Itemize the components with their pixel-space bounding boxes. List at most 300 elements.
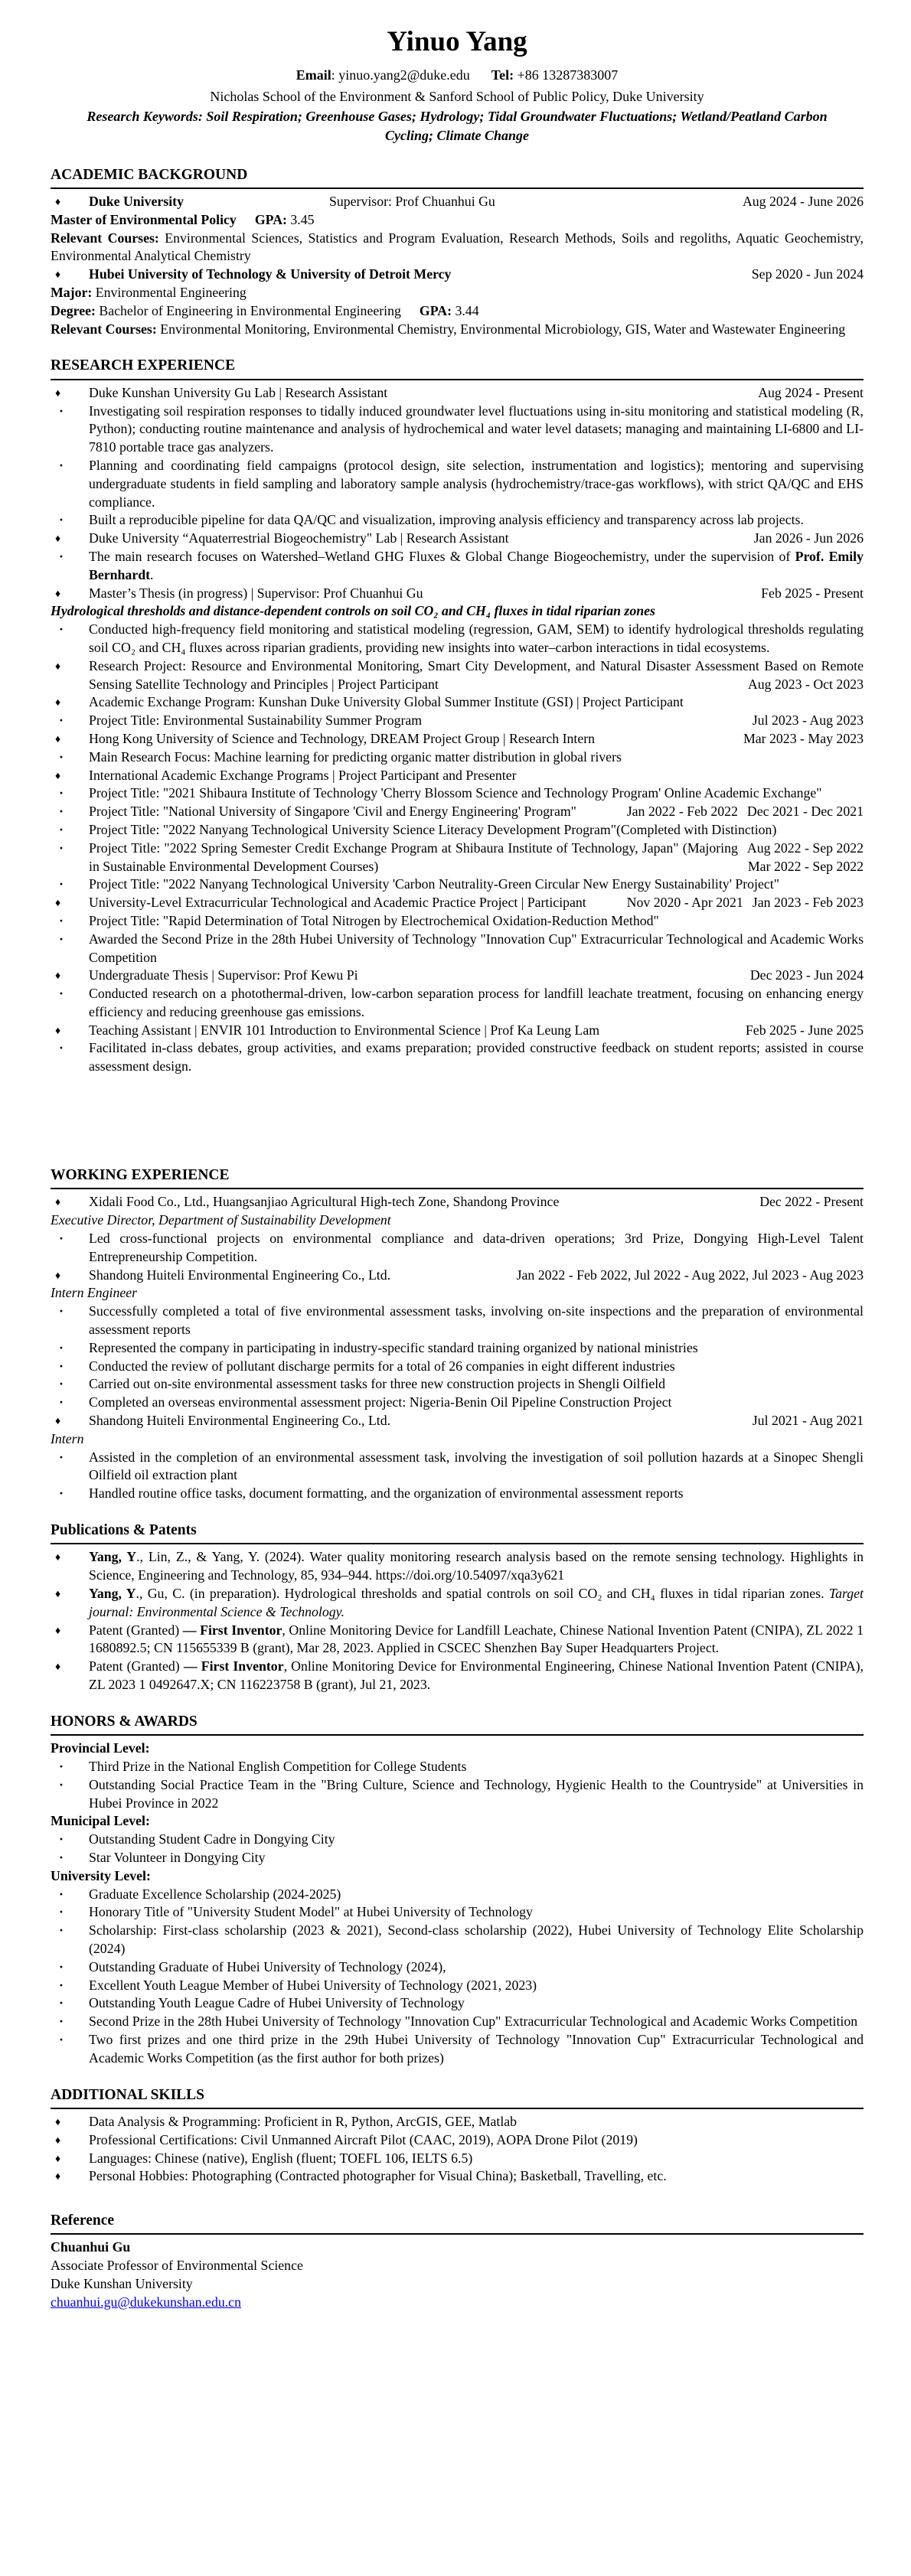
section-title-academic-background: ACADEMIC BACKGROUND bbox=[51, 166, 248, 183]
text-run: Honorary Title of "University Student Model" at Hubei University of Technology bbox=[89, 1904, 533, 1920]
diamond-bullet-icon: ♦ bbox=[55, 1625, 61, 1637]
dot-bullet-icon: · bbox=[59, 1376, 64, 1392]
text-run: Facilitated in-class debates, group activities, and exams preparation; provided constructive feedback on student reports; assisted in course assessment design. bbox=[89, 1040, 864, 1074]
resume-line bbox=[51, 2257, 864, 2275]
date-range: Dec 2021 - Dec 2021 bbox=[746, 804, 864, 820]
text-run: 3.45 bbox=[286, 211, 315, 227]
text-run: Led cross-functional projects on environmental compliance and data-driven operations; 3rd Prize, Dongying High-Level Talent Entrepreneurship Competition. bbox=[89, 1231, 864, 1264]
line-text bbox=[89, 548, 864, 585]
diamond-bullet-icon: ♦ bbox=[55, 269, 61, 282]
text-run: Successfully completed a total of five environmental assessment tasks, involving on-site inspections and the preparation of environmental assessment reports bbox=[89, 1303, 864, 1338]
date-range: Dec 2023 - Jun 2024 bbox=[749, 967, 864, 983]
text-run: Duke Kunshan University bbox=[51, 2276, 193, 2292]
line-text bbox=[51, 1812, 864, 1831]
resume-line bbox=[51, 1358, 864, 1376]
resume-line bbox=[51, 840, 864, 876]
text-run: Environmental Monitoring, Environmental Chemistry, Environmental Microbiology, GIS, Water and Wastewater Engineering bbox=[156, 321, 846, 337]
text-run: Data Analysis & Programming: Proficient in R, Python, ArcGIS, GEE, Matlab bbox=[89, 2113, 518, 2129]
text-run: Executive Director, Department of Sustainability Development bbox=[51, 1212, 391, 1228]
resume-line bbox=[51, 821, 864, 856]
line-text bbox=[51, 284, 864, 302]
text-run: Associate Professor of Environmental Science bbox=[51, 2258, 303, 2274]
line-text bbox=[89, 1977, 864, 1995]
line-text bbox=[89, 1267, 864, 1285]
resume-line bbox=[51, 530, 864, 548]
line-text bbox=[89, 1831, 864, 1849]
text-run: Project Title: "2022 Spring Semester Credit Exchange Program at Shibaura Institute of Technology, Japan" (Majoring in Sustainable Environmental Development Courses) bbox=[89, 840, 738, 874]
line-text bbox=[51, 302, 864, 321]
dot-bullet-icon: · bbox=[59, 1886, 64, 1902]
line-text bbox=[89, 1022, 864, 1040]
line-text bbox=[51, 2239, 864, 2257]
date-range: Jan 2022 - Feb 2022 bbox=[626, 804, 738, 820]
text-run: — First Inventor bbox=[183, 1658, 284, 1674]
line-text bbox=[51, 230, 864, 266]
resume-line bbox=[51, 266, 864, 284]
resume-line bbox=[51, 1412, 864, 1430]
text-run: University Level: bbox=[51, 1867, 151, 1883]
text-run: Target journal: Environmental Science & Technology. bbox=[89, 1586, 864, 1619]
text-run: Handled routine office tasks, document formatting, and the organization of environmental assessment reports bbox=[89, 1485, 684, 1502]
section-divider bbox=[51, 187, 864, 189]
date-range: Jan 2023 - Feb 2023 bbox=[752, 895, 864, 911]
line-text bbox=[89, 1886, 864, 1904]
resume-line bbox=[51, 2150, 864, 2168]
resume-line bbox=[51, 730, 864, 748]
section-title-working-experience: WORKING EXPERIENCE bbox=[51, 1167, 230, 1184]
diamond-bullet-icon: ♦ bbox=[55, 770, 61, 782]
dot-bullet-icon: · bbox=[59, 1831, 64, 1847]
text-run: Master’s Thesis (in progress) | Supervisor: Prof Chuanhui Gu bbox=[89, 585, 423, 601]
line-text bbox=[89, 657, 864, 694]
resume-line bbox=[51, 985, 864, 1022]
resume-line bbox=[51, 1903, 864, 1922]
text-run: Patent (Granted) bbox=[89, 1622, 183, 1638]
resume-line bbox=[51, 1193, 864, 1211]
section-reference bbox=[51, 2212, 864, 2312]
text-run: Patent (Granted) bbox=[89, 1658, 184, 1674]
text-run: Star Volunteer in Dongying City bbox=[89, 1849, 266, 1865]
line-text bbox=[89, 1449, 864, 1485]
resume-line bbox=[51, 1922, 864, 1958]
dot-bullet-icon: · bbox=[59, 748, 64, 765]
text-run: Third Prize in the National English Competition for College Students bbox=[89, 1758, 467, 1774]
resume-line bbox=[51, 1430, 864, 1449]
line-text bbox=[89, 1375, 864, 1394]
section-divider bbox=[51, 1734, 864, 1736]
resume-line bbox=[51, 967, 864, 985]
text-run: Professional Certifications: Civil Unmanned Aircraft Pilot (CAAC, 2019), AOPA Drone Pilot (2019) bbox=[89, 2131, 638, 2147]
line-text bbox=[89, 767, 864, 785]
line-text bbox=[89, 2113, 864, 2131]
text-run: The main research focuses on Watershed–Wetland GHG Fluxes & Global Change Biogeochemistry, under the supervision of bbox=[89, 548, 795, 564]
section-title-publications-patents: Publications & Patents bbox=[51, 1522, 197, 1539]
line-text bbox=[89, 1230, 864, 1267]
text-run: Municipal Level: bbox=[51, 1813, 150, 1829]
text-run: Xidali Food Co., Ltd., Huangsanjiao Agricultural High-tech Zone, Shandong Province bbox=[89, 1194, 560, 1210]
text-run: Second Prize in the 28th Hubei University of Technology "Innovation Cup" Extracurricular Technological and Academic Works Competition bbox=[89, 2014, 858, 2030]
line-text bbox=[89, 1622, 864, 1658]
resume-line bbox=[51, 2239, 864, 2257]
line-text bbox=[89, 967, 864, 985]
text-run: Intern bbox=[51, 1430, 84, 1446]
text-run: Master of Environmental Policy bbox=[51, 211, 237, 227]
section-research-experience bbox=[51, 357, 864, 1076]
line-text bbox=[89, 585, 864, 603]
resume-line bbox=[51, 894, 864, 912]
resume-line bbox=[51, 1831, 864, 1849]
line-text bbox=[51, 211, 864, 230]
dot-bullet-icon: · bbox=[59, 1040, 64, 1056]
resume-line bbox=[51, 211, 864, 230]
dot-bullet-icon: · bbox=[59, 840, 64, 856]
text-run: University-Level Extracurricular Technological and Academic Practice Project | Participant bbox=[89, 895, 586, 911]
dot-bullet-icon: · bbox=[59, 1977, 64, 1993]
diamond-bullet-icon: ♦ bbox=[55, 387, 61, 399]
resume-line bbox=[51, 1230, 864, 1267]
dot-bullet-icon: · bbox=[59, 1995, 64, 2011]
resume-line bbox=[51, 1758, 864, 1776]
date-range: Jan 2026 - Jun 2026 bbox=[753, 530, 864, 546]
line-text bbox=[89, 821, 864, 856]
section-honors-awards bbox=[51, 1713, 864, 2068]
reference-email-link[interactable]: chuanhui.gu@dukekunshan.edu.cn bbox=[51, 2294, 241, 2310]
line-text bbox=[89, 2167, 864, 2186]
candidate-name: Yinuo Yang bbox=[387, 26, 527, 57]
line-text bbox=[89, 1339, 864, 1358]
dot-bullet-icon: · bbox=[59, 1449, 64, 1465]
line-text bbox=[89, 2031, 864, 2068]
resume-line bbox=[51, 585, 864, 603]
line-text bbox=[89, 530, 864, 548]
resume-line bbox=[51, 548, 864, 585]
diamond-bullet-icon: ♦ bbox=[55, 2134, 61, 2147]
text-run: Main Research Focus: Machine learning for predicting organic matter distribution in global rivers bbox=[89, 748, 622, 765]
affiliation-line: Nicholas School of the Environment & Sanford School of Public Policy, Duke University bbox=[210, 88, 704, 104]
diamond-bullet-icon: ♦ bbox=[55, 1416, 61, 1428]
line-text bbox=[89, 1303, 864, 1339]
resume-line bbox=[51, 1776, 864, 1813]
text-run: Hubei University of Technology & University of Detroit Mercy bbox=[89, 266, 452, 282]
text-run: ., Gu, C. (in preparation). Hydrological thresholds and spatial controls on soil CO₂ and CH₄ fluxes in tidal riparian zones. bbox=[136, 1586, 829, 1601]
resume-line bbox=[51, 1849, 864, 1867]
date-range: Jan 2022 - Feb 2022, Jul 2022 - Aug 2022, Jul 2023 - Aug 2023 bbox=[516, 1267, 864, 1283]
date-range: Mar 2023 - May 2023 bbox=[743, 730, 864, 746]
line-text bbox=[89, 840, 864, 876]
text-run: +86 13287383007 bbox=[514, 67, 619, 83]
text-run: Undergraduate Thesis | Supervisor: Prof Kewu Pi bbox=[89, 967, 358, 983]
text-run: Project Title: Environmental Sustainability Summer Program bbox=[89, 712, 423, 729]
line-text bbox=[89, 2150, 864, 2168]
text-run: GPA: bbox=[254, 211, 287, 227]
text-run: Project Title: "National University of Singapore 'Civil and Energy Engineering' Program" bbox=[89, 804, 576, 820]
resume-line bbox=[51, 2113, 864, 2131]
line-text bbox=[89, 1358, 864, 1376]
line-text bbox=[89, 985, 864, 1022]
dot-bullet-icon: · bbox=[59, 821, 64, 837]
line-text bbox=[89, 1776, 864, 1813]
diamond-bullet-icon: ♦ bbox=[55, 2153, 61, 2165]
text-run: Completed an overseas environmental assessment project: Nigeria-Benin Oil Pipeline Construction Project bbox=[89, 1394, 672, 1410]
text-run: Project Title: "Rapid Determination of Total Nitrogen by Electrochemical Oxidation-Reduction Method" bbox=[89, 912, 659, 928]
line-text bbox=[89, 730, 864, 748]
diamond-bullet-icon: ♦ bbox=[55, 2116, 61, 2128]
resume-line bbox=[51, 511, 864, 530]
resume-line bbox=[51, 302, 864, 321]
resume-line bbox=[51, 1977, 864, 1995]
line-text bbox=[89, 1658, 864, 1694]
line-text bbox=[89, 894, 864, 912]
section-divider bbox=[51, 1188, 864, 1189]
resume-line bbox=[51, 321, 864, 339]
diamond-bullet-icon: ♦ bbox=[55, 588, 61, 600]
dot-bullet-icon: · bbox=[59, 712, 64, 729]
line-text bbox=[51, 2275, 864, 2294]
resume-line bbox=[51, 457, 864, 511]
section-additional-skills bbox=[51, 2086, 864, 2186]
text-run: Built a reproducible pipeline for data QA/QC and visualization, improving analysis efficiency and transparency across lab projects. bbox=[89, 512, 804, 528]
line-text bbox=[89, 748, 864, 767]
dot-bullet-icon: · bbox=[59, 1758, 64, 1774]
dot-bullet-icon: · bbox=[59, 1303, 64, 1319]
text-run: Email bbox=[296, 67, 331, 83]
resume-line bbox=[51, 1585, 864, 1622]
text-run: Major: bbox=[51, 285, 93, 301]
section-divider bbox=[51, 2108, 864, 2109]
text-run: Environmental Sciences, Statistics and Program Evaluation, Research Methods, Soils and regoliths, Aquatic Geochemistry, Environmental Analytical Chemistry bbox=[51, 230, 864, 264]
resume-line bbox=[51, 712, 864, 730]
section-academic-background bbox=[51, 166, 864, 339]
text-run: Research Project: Resource and Environmental Monitoring, Smart City Development, and Natural Disaster Assessment Based on Remote Sensing Satellite Technology and Principles | Project Participant bbox=[89, 657, 864, 692]
line-text bbox=[51, 2294, 864, 2312]
line-text bbox=[89, 1849, 864, 1867]
resume-line bbox=[51, 602, 864, 621]
section-divider bbox=[51, 379, 864, 380]
dot-bullet-icon: · bbox=[59, 1849, 64, 1865]
text-run: , Online Monitoring Device for Environmental Engineering, Chinese National Invention Patent (CNIPA), ZL 2023 1 0492647.X; CN 116223758 B (grant), Jul 21, 2023. bbox=[89, 1658, 864, 1692]
resume-line bbox=[51, 1548, 864, 1585]
line-text bbox=[89, 1958, 864, 1977]
resume-line bbox=[51, 1284, 864, 1303]
text-run: Provincial Level: bbox=[51, 1740, 150, 1756]
text-run: GPA: bbox=[419, 302, 452, 318]
date-range: Aug 2024 - Present bbox=[758, 384, 864, 400]
text-run: Scholarship: First-class scholarship (2023 & 2021), Second-class scholarship (2022), Hubei University of Technology Elite Scholarship (2024) bbox=[89, 1922, 864, 1956]
resume-line bbox=[51, 2275, 864, 2294]
line-text bbox=[89, 1039, 864, 1076]
resume-line bbox=[51, 1039, 864, 1076]
text-run: Conducted the review of pollutant discharge permits for a total of 26 companies in eight different industries bbox=[89, 1358, 675, 1374]
dot-bullet-icon: · bbox=[59, 876, 64, 892]
text-run: Academic Exchange Program: Kunshan Duke University Global Summer Institute (GSI) | Project Participant bbox=[89, 694, 684, 710]
resume-line bbox=[51, 193, 864, 211]
dot-bullet-icon: · bbox=[59, 1958, 64, 1974]
text-run: Prof. Emily Bernhardt bbox=[89, 548, 864, 582]
section-title-research-experience: RESEARCH EXPERIENCE bbox=[51, 357, 236, 374]
text-run: Tel: bbox=[491, 67, 514, 83]
text-run: Intern Engineer bbox=[51, 1285, 138, 1301]
date-range: Feb 2025 - June 2025 bbox=[745, 1022, 864, 1038]
dot-bullet-icon: · bbox=[59, 912, 64, 928]
diamond-bullet-icon: ♦ bbox=[55, 1270, 61, 1282]
text-run: ., Lin, Z., & Yang, Y. (2024). Water quality monitoring research analysis based on the remote sensing technology. Highlights in Science, Engineering and Technology, 85, 934–944. https://doi.org/10.54097/xqa3y621 bbox=[89, 1549, 864, 1583]
date-range: Aug 2022 - Sep 2022 bbox=[746, 840, 864, 856]
line-text bbox=[51, 1211, 864, 1230]
dot-bullet-icon: · bbox=[59, 2031, 64, 2047]
resume-line bbox=[51, 1485, 864, 1503]
contact-line bbox=[51, 67, 864, 83]
line-text bbox=[89, 1412, 864, 1430]
diamond-bullet-icon: ♦ bbox=[55, 1661, 61, 1674]
line-text bbox=[51, 321, 864, 339]
text-run: Conducted high-frequency field monitoring and statistical modeling (regression, GAM, SEM) to identify hydrological thresholds regulating soil CO₂ and CH₄ fluxes across riparian gradients, providing new insights into water–carbon interactions in tidal ecosystems. bbox=[89, 621, 864, 655]
text-run: Investigating soil respiration responses to tidally induced groundwater level fluctuations using in-situ monitoring and statistical modeling (R, Python); conducting routine maintenance and analysis of hydrochemical and water level datasets; managing and maintaining LI-6800 and LI-7810 portable trace gas analyzers. bbox=[89, 403, 864, 455]
text-run: Excellent Youth League Member of Hubei University of Technology (2021, 2023) bbox=[89, 1977, 537, 1993]
resume-line bbox=[51, 1886, 864, 1904]
resume-line bbox=[51, 657, 864, 694]
section-title-reference: Reference bbox=[51, 2212, 114, 2229]
resume-line bbox=[51, 384, 864, 403]
text-run: Duke University “Aquaterrestrial Biogeochemistry" Lab | Research Assistant bbox=[89, 530, 509, 546]
section-divider bbox=[51, 1543, 864, 1544]
text-run: Outstanding Student Cadre in Dongying City bbox=[89, 1831, 335, 1847]
line-text bbox=[89, 457, 864, 511]
date-range: Mar 2022 - Sep 2022 bbox=[747, 858, 864, 874]
section-title-honors-awards: HONORS & AWARDS bbox=[51, 1713, 198, 1730]
text-run: Teaching Assistant | ENVIR 101 Introduction to Environmental Science | Prof Ka Leung Lam bbox=[89, 1022, 600, 1038]
dot-bullet-icon: · bbox=[59, 2014, 64, 2030]
line-text bbox=[89, 912, 864, 931]
line-text bbox=[89, 511, 864, 530]
text-run: Outstanding Youth League Cadre of Hubei University of Technology bbox=[89, 1995, 465, 2011]
resume-line bbox=[51, 1994, 864, 2013]
line-text bbox=[89, 2013, 864, 2031]
line-text bbox=[89, 1922, 864, 1958]
text-run: Relevant Courses: bbox=[51, 230, 159, 246]
diamond-bullet-icon: ♦ bbox=[55, 970, 61, 983]
text-run: , Online Monitoring Device for Landfill Leachate, Chinese National Invention Patent (CNIPA), ZL 2022 1 1680892.5; CN 115655339 B (grant), Mar 28, 2023. Applied in CSCEC Shenzhen Bay Super Headquarters Project. bbox=[89, 1622, 864, 1656]
line-text bbox=[89, 1548, 864, 1585]
diamond-bullet-icon: ♦ bbox=[55, 533, 61, 546]
text-run: . bbox=[150, 566, 154, 582]
line-text bbox=[89, 621, 864, 657]
text-run: Assisted in the completion of an environmental assessment task, involving the investigation of soil pollution hazards at a Sinopec Shengli Oilfield oil extraction plant bbox=[89, 1449, 864, 1483]
text-run: Duke University bbox=[89, 194, 184, 210]
dot-bullet-icon: · bbox=[59, 1485, 64, 1502]
dot-bullet-icon: · bbox=[59, 804, 64, 820]
resume-line bbox=[51, 1022, 864, 1040]
resume-line bbox=[51, 621, 864, 657]
resume-line bbox=[51, 912, 864, 931]
dot-bullet-icon: · bbox=[59, 1339, 64, 1355]
dot-bullet-icon: · bbox=[59, 785, 64, 801]
resume-line bbox=[51, 1958, 864, 1977]
line-text bbox=[89, 803, 864, 821]
resume-line bbox=[51, 1622, 864, 1658]
text-run: Represented the company in participating in industry-specific standard training organized by national ministries bbox=[89, 1339, 698, 1355]
text-run: Yang, Y bbox=[89, 1549, 137, 1565]
section-divider bbox=[51, 2233, 864, 2235]
line-text bbox=[89, 384, 864, 403]
resume-line bbox=[51, 1812, 864, 1831]
text-run: Awarded the Second Prize in the 28th Hubei University of Technology "Innovation Cup" Extracurricular Technological and Academic Works Competition bbox=[89, 931, 864, 965]
line-text bbox=[89, 931, 864, 967]
text-run: Project Title: "2022 Nanyang Technological University Science Literacy Development Program"(Completed with Distinction) bbox=[89, 821, 777, 837]
text-run: International Academic Exchange Programs | Project Participant and Presenter bbox=[89, 767, 517, 783]
sections-container bbox=[51, 166, 864, 2312]
dot-bullet-icon: · bbox=[59, 1231, 64, 1247]
resume-line bbox=[51, 1449, 864, 1485]
line-text bbox=[89, 1585, 864, 1622]
date-range: Dec 2022 - Present bbox=[759, 1194, 864, 1210]
resume-line bbox=[51, 1375, 864, 1394]
text-run: Environmental Engineering bbox=[92, 285, 247, 301]
diamond-bullet-icon: ♦ bbox=[55, 898, 61, 910]
resume-line bbox=[51, 284, 864, 302]
dot-bullet-icon: · bbox=[59, 457, 64, 473]
text-run: Planning and coordinating field campaigns (protocol design, site selection, instrumentation and logistics); mentoring and supervising undergraduate students in field sampling and laboratory sample analysis (hydrochemistry/trace-gas workflows), with strict QA/QC and EHS compliance. bbox=[89, 457, 864, 510]
section-publications-patents bbox=[51, 1521, 864, 1694]
text-run: Languages: Chinese (native), English (fluent; TOEFL 106, IELTS 6.5) bbox=[89, 2150, 473, 2166]
line-text bbox=[51, 2257, 864, 2275]
diamond-bullet-icon: ♦ bbox=[55, 660, 61, 673]
line-text bbox=[89, 693, 864, 712]
dot-bullet-icon: · bbox=[59, 986, 64, 1002]
resume-line bbox=[51, 1394, 864, 1412]
text-run: Outstanding Graduate of Hubei University of Technology (2024), bbox=[89, 1958, 446, 1974]
line-text bbox=[89, 193, 864, 211]
resume-line bbox=[51, 1867, 864, 1886]
resume-line bbox=[51, 1339, 864, 1358]
text-run: Shandong Huiteli Environmental Engineering Co., Ltd. bbox=[89, 1413, 391, 1429]
dot-bullet-icon: · bbox=[59, 512, 64, 528]
text-run: Shandong Huiteli Environmental Engineering Co., Ltd. bbox=[89, 1267, 391, 1283]
resume-line bbox=[51, 1211, 864, 1230]
line-text bbox=[51, 1430, 864, 1449]
line-text bbox=[89, 1394, 864, 1412]
text-run: : yinuo.yang2@duke.edu bbox=[331, 67, 470, 83]
dot-bullet-icon: · bbox=[59, 1922, 64, 1939]
line-text bbox=[89, 1193, 864, 1211]
dot-bullet-icon: · bbox=[59, 931, 64, 947]
resume-line bbox=[51, 1740, 864, 1758]
resume-line bbox=[51, 2031, 864, 2068]
resume-line bbox=[51, 230, 864, 266]
text-run: Graduate Excellence Scholarship (2024-2025) bbox=[89, 1886, 341, 1902]
resume-line bbox=[51, 403, 864, 457]
text-run: Conducted research on a photothermal-driven, low-carbon separation process for landfill leachate treatment, focusing on enhancing energy efficiency and reducing greenhouse gas emissions. bbox=[89, 986, 864, 1019]
text-run: Carried out on-site environmental assessment tasks for three new construction projects in Shengli Oilfield bbox=[89, 1376, 666, 1392]
date-range: Feb 2025 - Present bbox=[761, 585, 864, 601]
text-run: — First Inventor bbox=[182, 1622, 282, 1638]
resume-line bbox=[51, 1267, 864, 1285]
resume-line bbox=[51, 1303, 864, 1339]
text-run: Outstanding Social Practice Team in the "Bring Culture, Science and Technology, Hygienic Health to the Countryside" at Universities in Hubei Province in 2022 bbox=[89, 1776, 864, 1811]
text-run: Hydrological thresholds and distance-dependent controls on soil CO₂ and CH₄ fluxes in tidal riparian zones bbox=[51, 603, 655, 619]
dot-bullet-icon: · bbox=[59, 1358, 64, 1374]
text-run: Project Title: "2021 Shibaura Institute of Technology 'Cherry Blossom Science and Technology Program' Online Academic Exchange" bbox=[89, 785, 822, 801]
dot-bullet-icon: · bbox=[59, 1776, 64, 1792]
line-text bbox=[51, 1284, 864, 1303]
date-range: Jul 2023 - Aug 2023 bbox=[752, 712, 864, 729]
resume-line bbox=[51, 803, 864, 821]
resume-line bbox=[51, 2013, 864, 2031]
text-run: Project Title: "2022 Nanyang Technological University 'Carbon Neutrality-Green Circular New Energy Sustainability' Project" bbox=[89, 876, 779, 892]
date-range: Aug 2024 - June 2026 bbox=[742, 194, 864, 210]
line-text bbox=[89, 266, 864, 284]
dot-bullet-icon: · bbox=[59, 403, 64, 419]
line-text bbox=[89, 1994, 864, 2013]
